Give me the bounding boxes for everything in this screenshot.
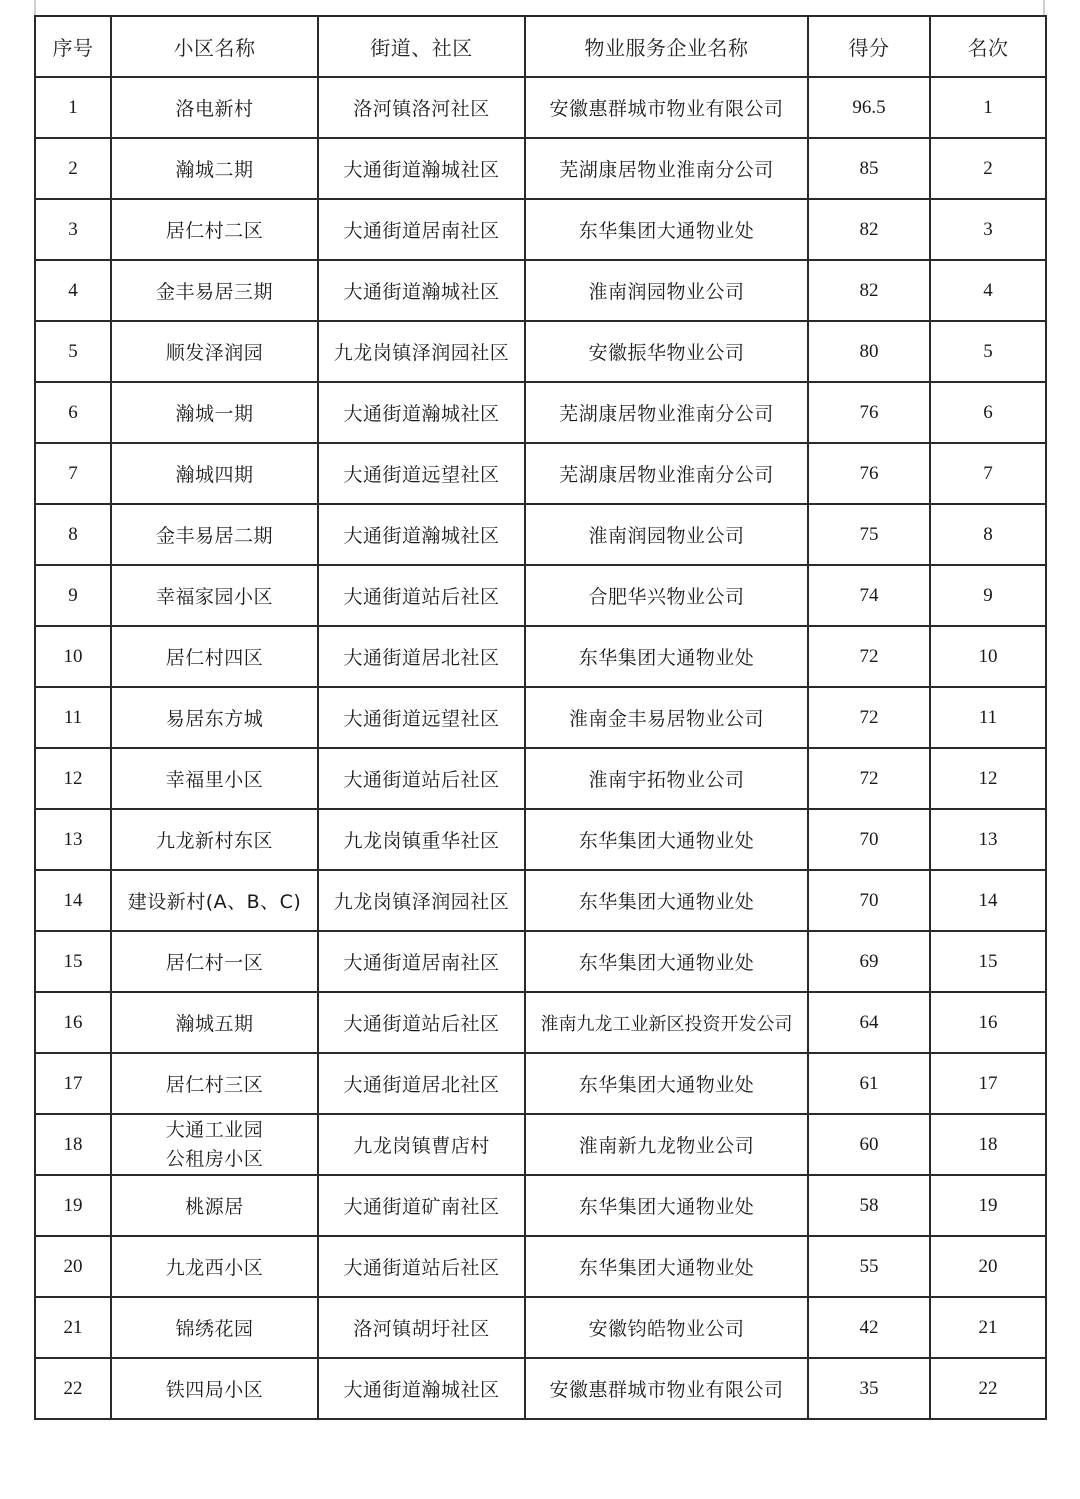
- cell-community-name: 易居东方城: [111, 687, 318, 748]
- cell-score: 70: [808, 809, 930, 870]
- cell-community-name: 瀚城二期: [111, 138, 318, 199]
- cell-serial-number: 12: [35, 748, 111, 809]
- table-row: [35, 260, 1046, 321]
- cell-score: 76: [808, 382, 930, 443]
- cell-community-name: 幸福里小区: [111, 748, 318, 809]
- table-row: [35, 321, 1046, 382]
- table-row: [35, 443, 1046, 504]
- cell-score: 76: [808, 443, 930, 504]
- table-row: [35, 626, 1046, 687]
- cell-rank: 5: [930, 321, 1046, 382]
- cell-score: 70: [808, 870, 930, 931]
- cell-street-community: 大通街道站后社区: [318, 1236, 525, 1297]
- cell-community-name: 九龙西小区: [111, 1236, 318, 1297]
- cell-street-community: 大通街道居北社区: [318, 626, 525, 687]
- table-row: [35, 748, 1046, 809]
- cell-community-name: 金丰易居二期: [111, 504, 318, 565]
- table-row: [35, 504, 1046, 565]
- cell-property-company: 东华集团大通物业处: [525, 1236, 808, 1297]
- cell-street-community: 九龙岗镇曹店村: [318, 1114, 525, 1175]
- cell-rank: 18: [930, 1114, 1046, 1175]
- cell-serial-number: 3: [35, 199, 111, 260]
- cell-street-community: 九龙岗镇泽润园社区: [318, 321, 525, 382]
- cell-rank: 10: [930, 626, 1046, 687]
- table-row: [35, 77, 1046, 138]
- header-serial-number: 序号: [35, 16, 111, 77]
- cell-street-community: 大通街道瀚城社区: [318, 382, 525, 443]
- cell-score: 82: [808, 260, 930, 321]
- cell-property-company: 东华集团大通物业处: [525, 1053, 808, 1114]
- cell-property-company: 淮南金丰易居物业公司: [525, 687, 808, 748]
- cell-score: 60: [808, 1114, 930, 1175]
- cell-property-company: 东华集团大通物业处: [525, 931, 808, 992]
- cell-street-community: 大通街道瀚城社区: [318, 1358, 525, 1419]
- cell-community-name: 顺发泽润园: [111, 321, 318, 382]
- cell-street-community: 大通街道远望社区: [318, 443, 525, 504]
- cell-score: 74: [808, 565, 930, 626]
- table-body: [35, 77, 1046, 1419]
- cell-street-community: 大通街道站后社区: [318, 565, 525, 626]
- table-row: [35, 1236, 1046, 1297]
- cell-score: 96.5: [808, 77, 930, 138]
- cell-rank: 16: [930, 992, 1046, 1053]
- cell-property-company: 合肥华兴物业公司: [525, 565, 808, 626]
- header-street-community: 街道、社区: [318, 16, 525, 77]
- header-rank: 名次: [930, 16, 1046, 77]
- cell-community-name: 洛电新村: [111, 77, 318, 138]
- cell-property-company: 淮南九龙工业新区投资开发公司: [525, 992, 808, 1053]
- cell-serial-number: 11: [35, 687, 111, 748]
- table-row: [35, 1297, 1046, 1358]
- table-row: [35, 1175, 1046, 1236]
- cell-rank: 17: [930, 1053, 1046, 1114]
- cell-community-name: 居仁村二区: [111, 199, 318, 260]
- cell-property-company: 东华集团大通物业处: [525, 1175, 808, 1236]
- ranking-table-sheet: [34, 15, 1045, 1420]
- cell-street-community: 大通街道远望社区: [318, 687, 525, 748]
- cell-community-name: 瀚城五期: [111, 992, 318, 1053]
- cell-community-name: 锦绣花园: [111, 1297, 318, 1358]
- cell-serial-number: 1: [35, 77, 111, 138]
- cell-score: 61: [808, 1053, 930, 1114]
- cell-serial-number: 16: [35, 992, 111, 1053]
- cell-score: 35: [808, 1358, 930, 1419]
- cell-street-community: 大通街道居南社区: [318, 199, 525, 260]
- cell-rank: 21: [930, 1297, 1046, 1358]
- cell-rank: 3: [930, 199, 1046, 260]
- cell-community-name: 幸福家园小区: [111, 565, 318, 626]
- cell-score: 80: [808, 321, 930, 382]
- cell-property-company: 淮南润园物业公司: [525, 504, 808, 565]
- cell-rank: 13: [930, 809, 1046, 870]
- cell-score: 75: [808, 504, 930, 565]
- cell-rank: 7: [930, 443, 1046, 504]
- cell-serial-number: 10: [35, 626, 111, 687]
- table-row: [35, 382, 1046, 443]
- cell-serial-number: 20: [35, 1236, 111, 1297]
- cell-rank: 20: [930, 1236, 1046, 1297]
- cell-rank: 4: [930, 260, 1046, 321]
- cell-property-company: 东华集团大通物业处: [525, 809, 808, 870]
- cell-serial-number: 7: [35, 443, 111, 504]
- cell-community-name: 居仁村三区: [111, 1053, 318, 1114]
- cell-street-community: 大通街道瀚城社区: [318, 138, 525, 199]
- cell-property-company: 淮南宇拓物业公司: [525, 748, 808, 809]
- cell-serial-number: 17: [35, 1053, 111, 1114]
- cell-property-company: 东华集团大通物业处: [525, 199, 808, 260]
- cell-community-name: 瀚城一期: [111, 382, 318, 443]
- cell-property-company: 芜湖康居物业淮南分公司: [525, 382, 808, 443]
- cell-score: 42: [808, 1297, 930, 1358]
- cell-street-community: 洛河镇胡圩社区: [318, 1297, 525, 1358]
- cell-street-community: 九龙岗镇泽润园社区: [318, 870, 525, 931]
- cell-community-name: 居仁村四区: [111, 626, 318, 687]
- cell-property-company: 东华集团大通物业处: [525, 626, 808, 687]
- table-row: [35, 809, 1046, 870]
- table-top-edge: [34, 0, 1045, 15]
- cell-property-company: 安徽钧皓物业公司: [525, 1297, 808, 1358]
- table-row: [35, 1053, 1046, 1114]
- cell-property-company: 东华集团大通物业处: [525, 870, 808, 931]
- cell-rank: 1: [930, 77, 1046, 138]
- table-row: [35, 138, 1046, 199]
- cell-rank: 2: [930, 138, 1046, 199]
- cell-street-community: 大通街道瀚城社区: [318, 504, 525, 565]
- table-row: [35, 870, 1046, 931]
- cell-score: 55: [808, 1236, 930, 1297]
- cell-rank: 9: [930, 565, 1046, 626]
- header-score: 得分: [808, 16, 930, 77]
- cell-serial-number: 4: [35, 260, 111, 321]
- cell-serial-number: 15: [35, 931, 111, 992]
- cell-community-name: 桃源居: [111, 1175, 318, 1236]
- cell-street-community: 九龙岗镇重华社区: [318, 809, 525, 870]
- cell-street-community: 洛河镇洛河社区: [318, 77, 525, 138]
- header-community-name: 小区名称: [111, 16, 318, 77]
- cell-community-name: 大通工业园 公租房小区: [111, 1114, 318, 1175]
- cell-property-company: 淮南润园物业公司: [525, 260, 808, 321]
- cell-rank: 22: [930, 1358, 1046, 1419]
- table-row: [35, 199, 1046, 260]
- table-row: [35, 565, 1046, 626]
- cell-serial-number: 8: [35, 504, 111, 565]
- cell-street-community: 大通街道瀚城社区: [318, 260, 525, 321]
- cell-serial-number: 5: [35, 321, 111, 382]
- table-header-row: [35, 16, 1046, 77]
- cell-rank: 11: [930, 687, 1046, 748]
- cell-community-name: 瀚城四期: [111, 443, 318, 504]
- cell-serial-number: 9: [35, 565, 111, 626]
- cell-property-company: 芜湖康居物业淮南分公司: [525, 138, 808, 199]
- cell-score: 69: [808, 931, 930, 992]
- table-row: [35, 687, 1046, 748]
- cell-serial-number: 18: [35, 1114, 111, 1175]
- cell-street-community: 大通街道居南社区: [318, 931, 525, 992]
- cell-rank: 14: [930, 870, 1046, 931]
- cell-community-name: 铁四局小区: [111, 1358, 318, 1419]
- cell-property-company: 安徽惠群城市物业有限公司: [525, 77, 808, 138]
- cell-property-company: 安徽振华物业公司: [525, 321, 808, 382]
- cell-rank: 12: [930, 748, 1046, 809]
- cell-community-name: 金丰易居三期: [111, 260, 318, 321]
- table-row: [35, 1114, 1046, 1175]
- cell-score: 82: [808, 199, 930, 260]
- cell-score: 72: [808, 748, 930, 809]
- cell-score: 85: [808, 138, 930, 199]
- table-row: [35, 1358, 1046, 1419]
- cell-score: 72: [808, 687, 930, 748]
- cell-rank: 15: [930, 931, 1046, 992]
- cell-serial-number: 19: [35, 1175, 111, 1236]
- cell-score: 64: [808, 992, 930, 1053]
- cell-rank: 19: [930, 1175, 1046, 1236]
- cell-community-name: 九龙新村东区: [111, 809, 318, 870]
- property-ranking-table: [34, 15, 1047, 1420]
- cell-property-company: 芜湖康居物业淮南分公司: [525, 443, 808, 504]
- cell-serial-number: 14: [35, 870, 111, 931]
- cell-score: 72: [808, 626, 930, 687]
- cell-street-community: 大通街道居北社区: [318, 1053, 525, 1114]
- cell-rank: 6: [930, 382, 1046, 443]
- cell-serial-number: 21: [35, 1297, 111, 1358]
- cell-serial-number: 6: [35, 382, 111, 443]
- cell-score: 58: [808, 1175, 930, 1236]
- cell-serial-number: 13: [35, 809, 111, 870]
- header-property-company: 物业服务企业名称: [525, 16, 808, 77]
- cell-community-name: 居仁村一区: [111, 931, 318, 992]
- cell-street-community: 大通街道站后社区: [318, 992, 525, 1053]
- cell-street-community: 大通街道站后社区: [318, 748, 525, 809]
- table-row: [35, 931, 1046, 992]
- cell-rank: 8: [930, 504, 1046, 565]
- cell-serial-number: 2: [35, 138, 111, 199]
- cell-property-company: 安徽惠群城市物业有限公司: [525, 1358, 808, 1419]
- cell-community-name: 建设新村(A、B、C): [111, 870, 318, 931]
- table-row: [35, 992, 1046, 1053]
- cell-street-community: 大通街道矿南社区: [318, 1175, 525, 1236]
- cell-property-company: 淮南新九龙物业公司: [525, 1114, 808, 1175]
- cell-serial-number: 22: [35, 1358, 111, 1419]
